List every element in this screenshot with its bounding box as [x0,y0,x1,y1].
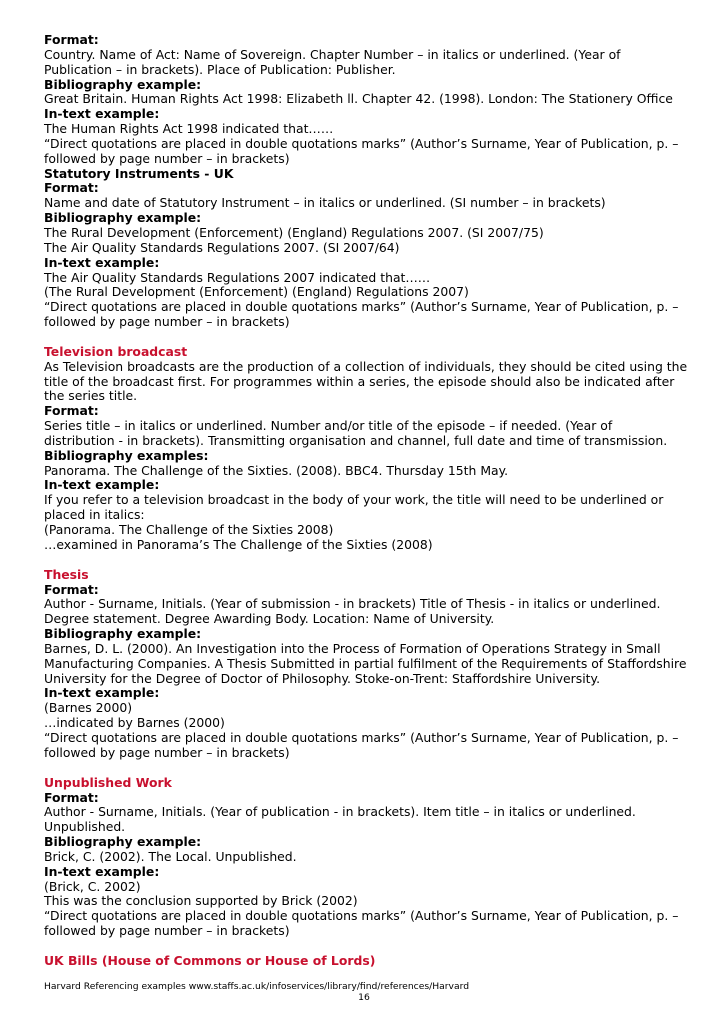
intext-label: In-text example: [44,477,160,493]
intro-text-line: title of the broadcast first. For programmes within a series, the episode should also be indicated after [44,373,675,389]
bibliography-text-line: Manufacturing Companies. A Thesis Submitted in partial fulfilment of the Requirements of Staffordshire [44,655,687,671]
section-heading: Unpublished Work [44,774,172,790]
format-text-line: Country. Name of Act: Name of Sovereign. Chapter Number – in italics or underlined. (Year of [44,46,621,62]
format-label: Format: [44,32,99,47]
intext-text-line: followed by page number – in brackets) [44,150,290,166]
intext-text-line: (Brick, C. 2002) [44,878,141,894]
intext-text-line: followed by page number – in brackets) [44,923,290,939]
format-text-line: Publication – in brackets). Place of Publication: Publisher. [44,61,396,77]
intext-text-line: (The Rural Development (Enforcement) (England) Regulations 2007) [44,284,469,300]
statutory-instruments-section [44,167,694,330]
format-text-line: Author - Surname, Initials. (Year of publication - in brackets). Item title – in italics or underlined. [44,804,636,820]
format-text-line: Author - Surname, Initials. (Year of submission - in brackets) Title of Thesis - in italics or underlined. [44,596,661,612]
intext-label: In-text example: [44,254,160,270]
bibliography-text-line: The Air Quality Standards Regulations 2007. (SI 2007/64) [44,239,400,255]
format-label: Format: [44,180,99,196]
format-text-line: Series title – in italics or underlined. Number and/or title of the episode – if needed. (Year of [44,418,613,434]
format-text-line: Name and date of Statutory Instrument – in italics or underlined. (SI number – in brackets) [44,195,606,211]
section-heading: Statutory Instruments - UK [44,165,234,181]
bibliography-label: Bibliography examples: [44,447,209,463]
intext-text-line: …indicated by Barnes (2000) [44,715,225,731]
format-label: Format: [44,581,99,597]
format-text-line: distribution - in brackets). Transmitting organisation and channel, full date and time of transmission. [44,432,668,448]
intext-text-line: placed in italics: [44,507,145,523]
bibliography-text-line: Panorama. The Challenge of the Sixties. (2008). BBC4. Thursday 15th May. [44,462,509,478]
footer-text: Harvard Referencing examples www.staffs.ac.uk/infoservices/library/find/references/Harvard [44,981,470,992]
television-section [44,345,694,553]
intext-text-line: “Direct quotations are placed in double quotations marks” (Author’s Surname, Year of Publication, p. – [44,135,679,151]
format-label: Format: [44,403,99,419]
section-spacer [44,939,694,954]
document-page [44,33,694,969]
intext-text-line: (Barnes 2000) [44,700,133,716]
page-footer [44,981,684,1003]
unpublished-section [44,776,694,939]
section-heading: Television broadcast [44,343,188,359]
bibliography-text-line: Great Britain. Human Rights Act 1998: Elizabeth ll. Chapter 42. (1998). London: The Stationery Office [44,91,673,107]
statutes-section [44,33,694,167]
bibliography-label: Bibliography example: [44,210,202,226]
bibliography-text-line: Brick, C. (2002). The Local. Unpublished. [44,848,297,864]
format-text-line: Degree statement. Degree Awarding Body. Location: Name of University. [44,611,495,627]
intext-text-line: “Direct quotations are placed in double quotations marks” (Author’s Surname, Year of Publication, p. – [44,299,679,315]
intext-label: In-text example: [44,685,160,701]
intext-text-line: If you refer to a television broadcast in the body of your work, the title will need to be underlined or [44,492,664,508]
section-spacer [44,761,694,776]
section-spacer [44,330,694,345]
intext-text-line: “Direct quotations are placed in double quotations marks” (Author’s Surname, Year of Publication, p. – [44,908,679,924]
bibliography-label: Bibliography example: [44,834,202,850]
bibliography-label: Bibliography example: [44,626,202,642]
bibliography-text-line: University for the Degree of Doctor of Philosophy. Stoke-on-Trent: Staffordshire University. [44,670,601,686]
format-text-line: Unpublished. [44,819,126,835]
intext-text-line: “Direct quotations are placed in double quotations marks” (Author’s Surname, Year of Publication, p. – [44,729,679,745]
bibliography-label: Bibliography example: [44,76,202,92]
bibliography-text-line: The Rural Development (Enforcement) (England) Regulations 2007. (SI 2007/75) [44,224,544,240]
section-spacer [44,553,694,568]
bibliography-text-line: Barnes, D. L. (2000). An Investigation into the Process of Formation of Operations Strategy in Small [44,640,661,656]
intext-text-line: followed by page number – in brackets) [44,314,290,330]
intext-text-line: …examined in Panorama’s The Challenge of the Sixties (2008) [44,536,433,552]
intext-text-line: The Human Rights Act 1998 indicated that…… [44,121,334,137]
intext-text-line: This was the conclusion supported by Brick (2002) [44,893,358,909]
section-heading: Thesis [44,566,89,582]
intro-text-line: the series title. [44,388,138,404]
uk-bills-section [44,954,694,969]
intext-text-line: followed by page number – in brackets) [44,744,290,760]
page-number: 16 [358,992,370,1003]
format-label: Format: [44,789,99,805]
intext-text-line: (Panorama. The Challenge of the Sixties 2008) [44,522,334,537]
intext-label: In-text example: [44,106,160,122]
intext-text-line: The Air Quality Standards Regulations 2007 indicated that…… [44,269,431,285]
section-heading: UK Bills (House of Commons or House of Lords) [44,952,376,968]
thesis-section [44,568,694,761]
intext-label: In-text example: [44,863,160,879]
intro-text-line: As Television broadcasts are the production of a collection of individuals, they should be cited using the [44,358,688,374]
